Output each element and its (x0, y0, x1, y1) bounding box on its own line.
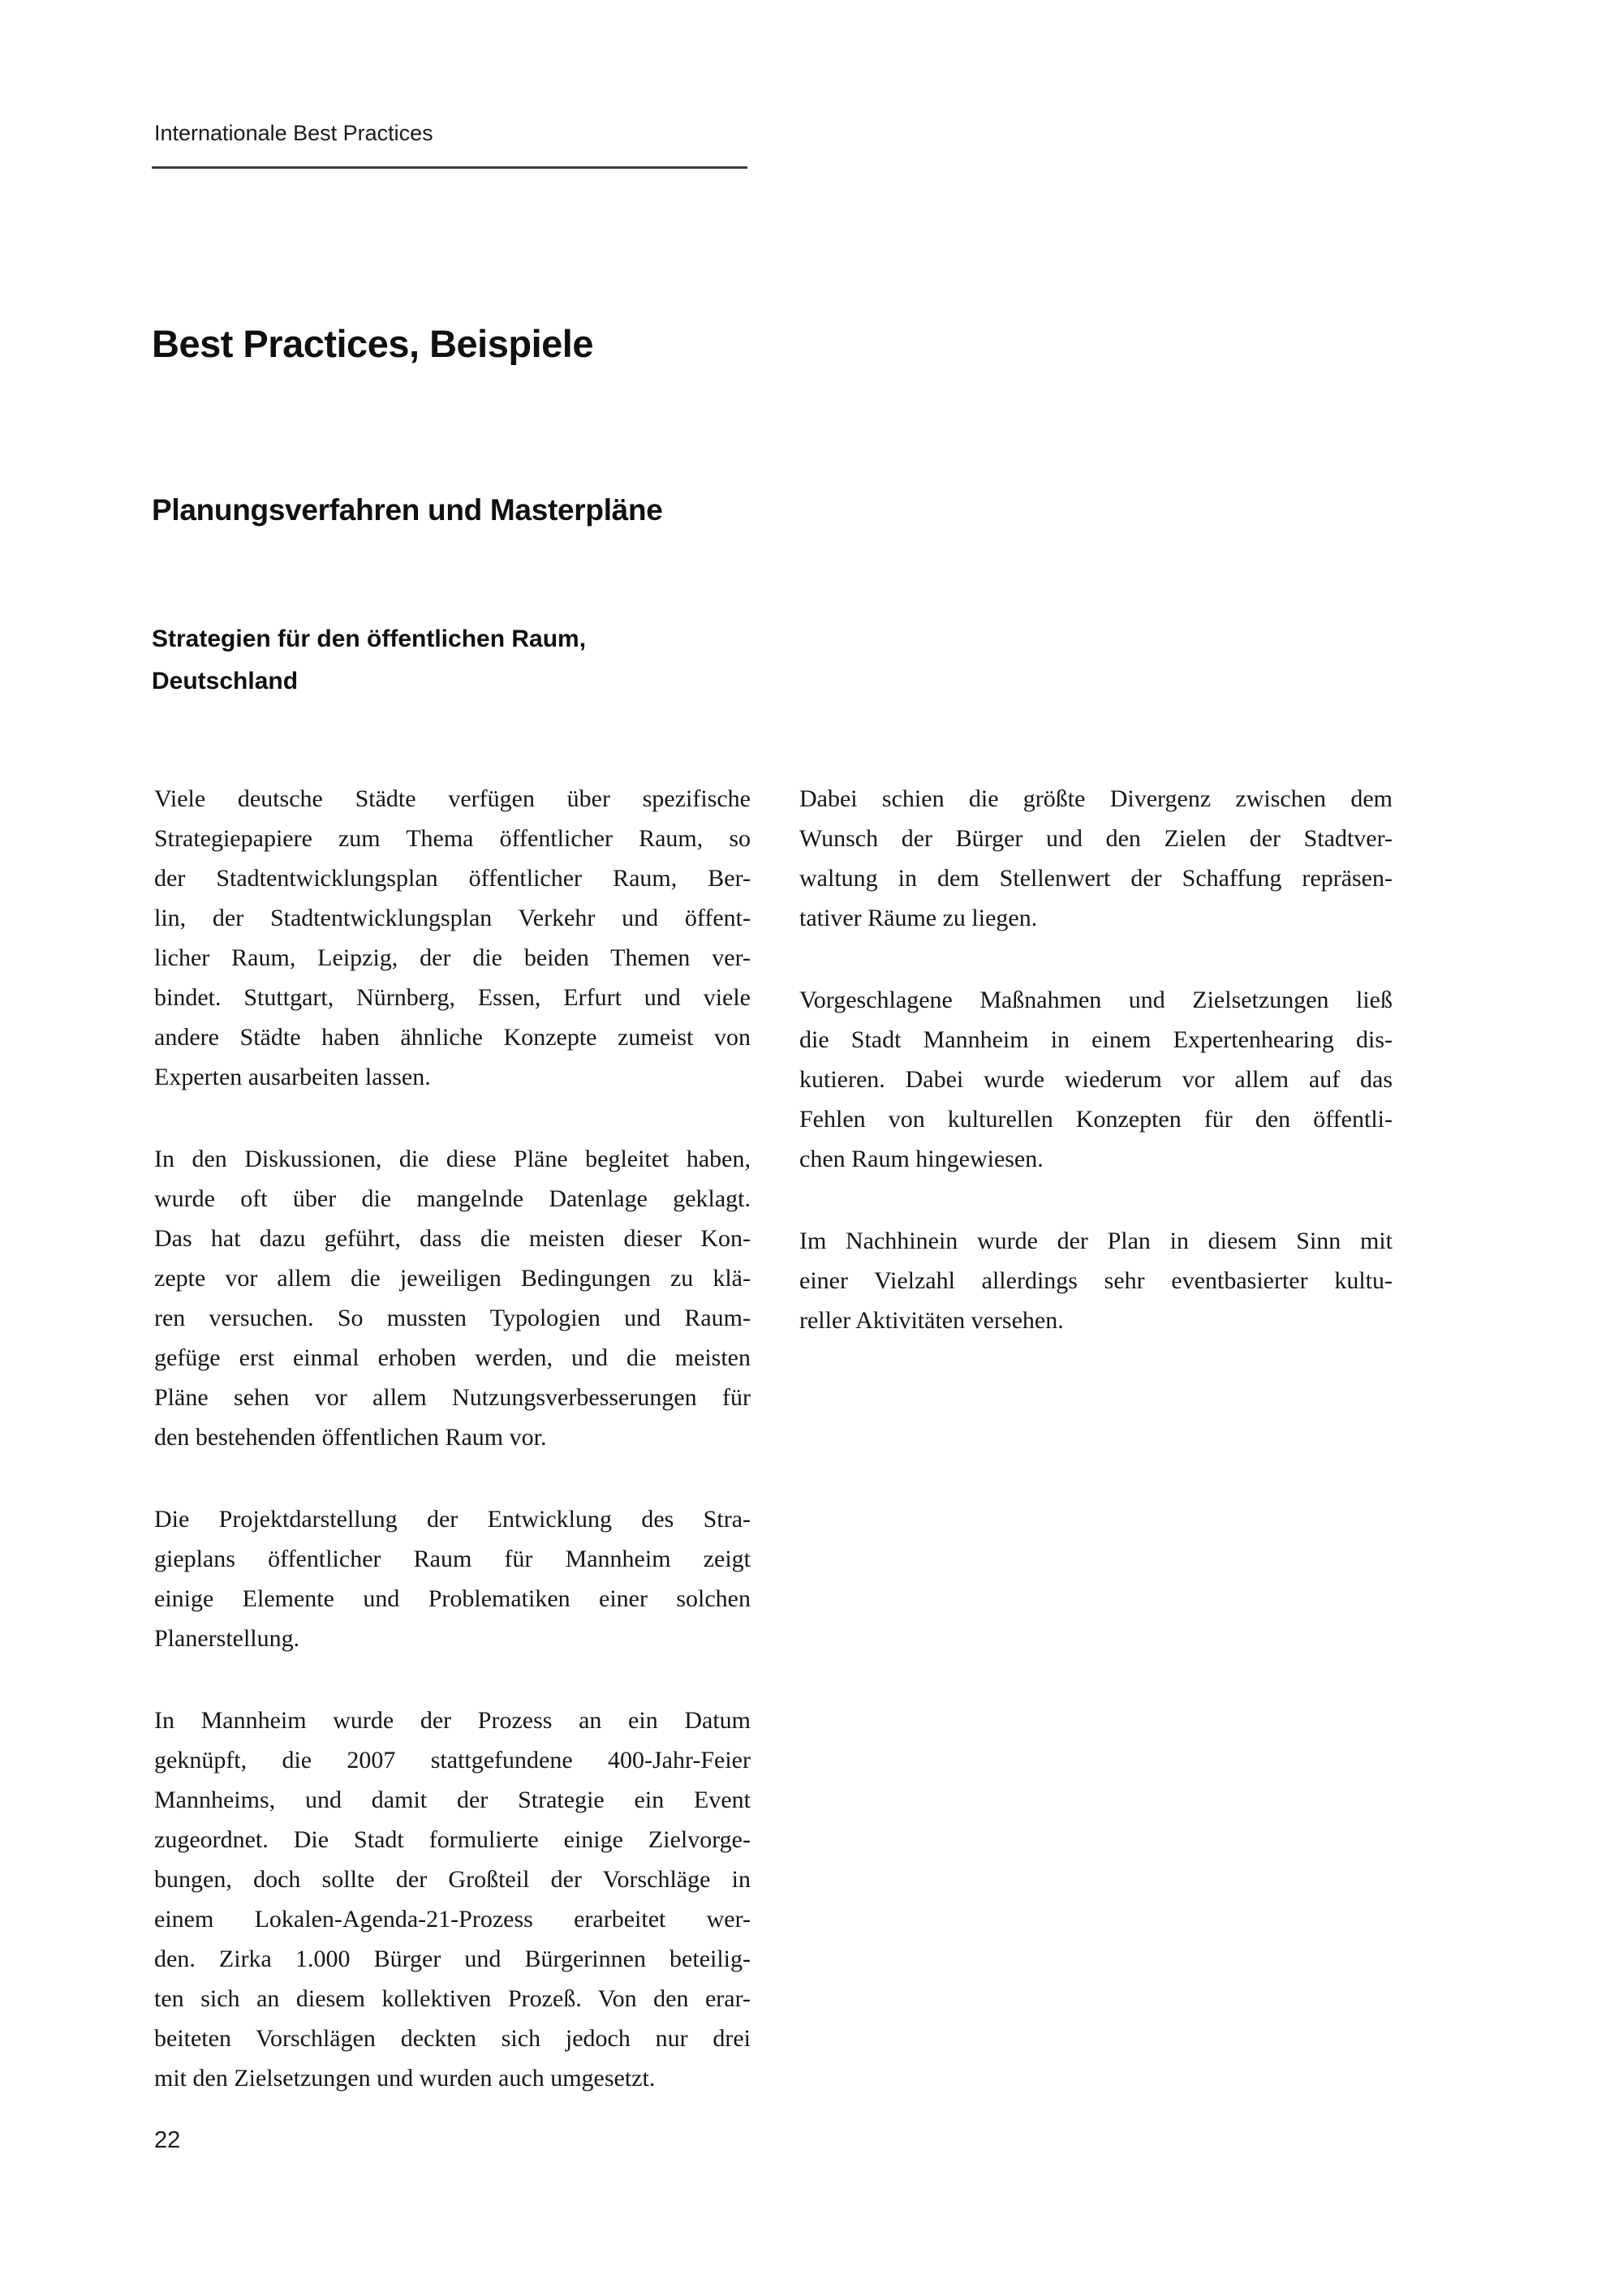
text-line: Mannheims, und damit der Strategie ein Event (154, 1786, 751, 1813)
text-line: gefüge erst einmal erhoben werden, und die meisten (154, 1344, 751, 1371)
text-line: zugeordnet. Die Stadt formulierte einige Zielvorge- (154, 1826, 751, 1853)
page-title: Best Practices, Beispiele (152, 322, 593, 365)
paragraph (154, 779, 751, 1097)
paragraph (799, 1221, 1393, 1340)
text-line: Strategiepapiere zum Thema öffentlicher Raum, so (154, 825, 751, 852)
section-heading (152, 618, 586, 703)
text-line: bungen, doch sollte der Großteil der Vorschläge in (154, 1866, 751, 1893)
text-line: kutieren. Dabei wurde wiederum vor allem auf das (799, 1066, 1393, 1093)
text-line: Wunsch der Bürger und den Zielen der Stadtver- (799, 825, 1393, 852)
text-line: lin, der Stadtentwicklungsplan Verkehr und öffent- (154, 905, 751, 931)
text-line: ten sich an diesem kollektiven Prozeß. Von den erar- (154, 1985, 751, 2012)
text-line: Viele deutsche Städte verfügen über spezifische (154, 785, 751, 812)
text-line: gieplans öffentlicher Raum für Mannheim zeigt (154, 1546, 751, 1572)
text-line: Dabei schien die größte Divergenz zwischen dem (799, 785, 1393, 812)
text-line: mit den Zielsetzungen und wurden auch umgesetzt. (154, 2065, 656, 2092)
running-header: Internationale Best Practices (154, 121, 433, 145)
page-number: 22 (154, 2127, 181, 2153)
text-line: Vorgeschlagene Maßnahmen und Zielsetzungen ließ (799, 987, 1393, 1013)
text-line: der Stadtentwicklungsplan öffentlicher Raum, Ber- (154, 865, 751, 892)
text-line: wurde oft über die mangelnde Datenlage geklagt. (154, 1185, 751, 1212)
text-line: beiteten Vorschlägen deckten sich jedoch nur drei (154, 2025, 751, 2052)
text-line: einer Vielzahl allerdings sehr eventbasierter kultu- (799, 1267, 1393, 1294)
text-line: einem Lokalen-Agenda-21-Prozess erarbeitet wer- (154, 1906, 751, 1933)
text-line: einige Elemente und Problematiken einer solchen (154, 1585, 751, 1612)
text-line: Im Nachhinein wurde der Plan in diesem Sinn mit (799, 1228, 1393, 1254)
text-line: reller Aktivitäten versehen. (799, 1307, 1064, 1334)
text-line: den. Zirka 1.000 Bürger und Bürgerinnen beteilig- (154, 1946, 751, 1972)
text-line: licher Raum, Leipzig, der die beiden Themen ver- (154, 944, 751, 971)
text-line: ren versuchen. So mussten Typologien und Raum- (154, 1305, 751, 1331)
text-line: In Mannheim wurde der Prozess an ein Datum (154, 1707, 751, 1734)
paragraph (154, 1701, 751, 2098)
column-left (154, 779, 751, 2140)
text-line: chen Raum hingewiesen. (799, 1146, 1044, 1172)
text-line: Planerstellung. (154, 1625, 300, 1652)
paragraph (154, 1139, 751, 1457)
section-heading-line-2: Deutschland (152, 668, 299, 694)
header-rule (152, 166, 747, 169)
paragraph (799, 779, 1393, 938)
text-line: Experten ausarbeiten lassen. (154, 1064, 431, 1090)
text-line: andere Städte haben ähnliche Konzepte zumeist von (154, 1024, 751, 1051)
text-line: zepte vor allem die jeweiligen Bedingungen zu klä- (154, 1265, 751, 1292)
text-line: In den Diskussionen, die diese Pläne begleitet haben, (154, 1146, 751, 1172)
text-line: Das hat dazu geführt, dass die meisten dieser Kon- (154, 1225, 751, 1252)
text-line: Fehlen von kulturellen Konzepten für den öffentli- (799, 1106, 1393, 1133)
text-line: die Stadt Mannheim in einem Expertenhearing dis- (799, 1026, 1393, 1053)
chapter-subtitle: Planungsverfahren und Masterpläne (152, 493, 663, 527)
text-line: geknüpft, die 2007 stattgefundene 400-Jahr-Feier (154, 1747, 751, 1774)
section-heading-line-1: Strategien für den öffentlichen Raum, (152, 626, 587, 652)
text-line: den bestehenden öffentlichen Raum vor. (154, 1424, 547, 1451)
paragraph (799, 980, 1393, 1179)
text-line: Pläne sehen vor allem Nutzungsverbesserungen für (154, 1384, 751, 1411)
paragraph (154, 1499, 751, 1658)
text-line: Die Projektdarstellung der Entwicklung des Stra- (154, 1506, 751, 1533)
text-line: bindet. Stuttgart, Nürnberg, Essen, Erfurt und viele (154, 984, 751, 1011)
text-line: tativer Räume zu liegen. (799, 905, 1038, 931)
column-right (799, 779, 1393, 1382)
text-line: waltung in dem Stellenwert der Schaffung repräsen- (799, 865, 1393, 892)
